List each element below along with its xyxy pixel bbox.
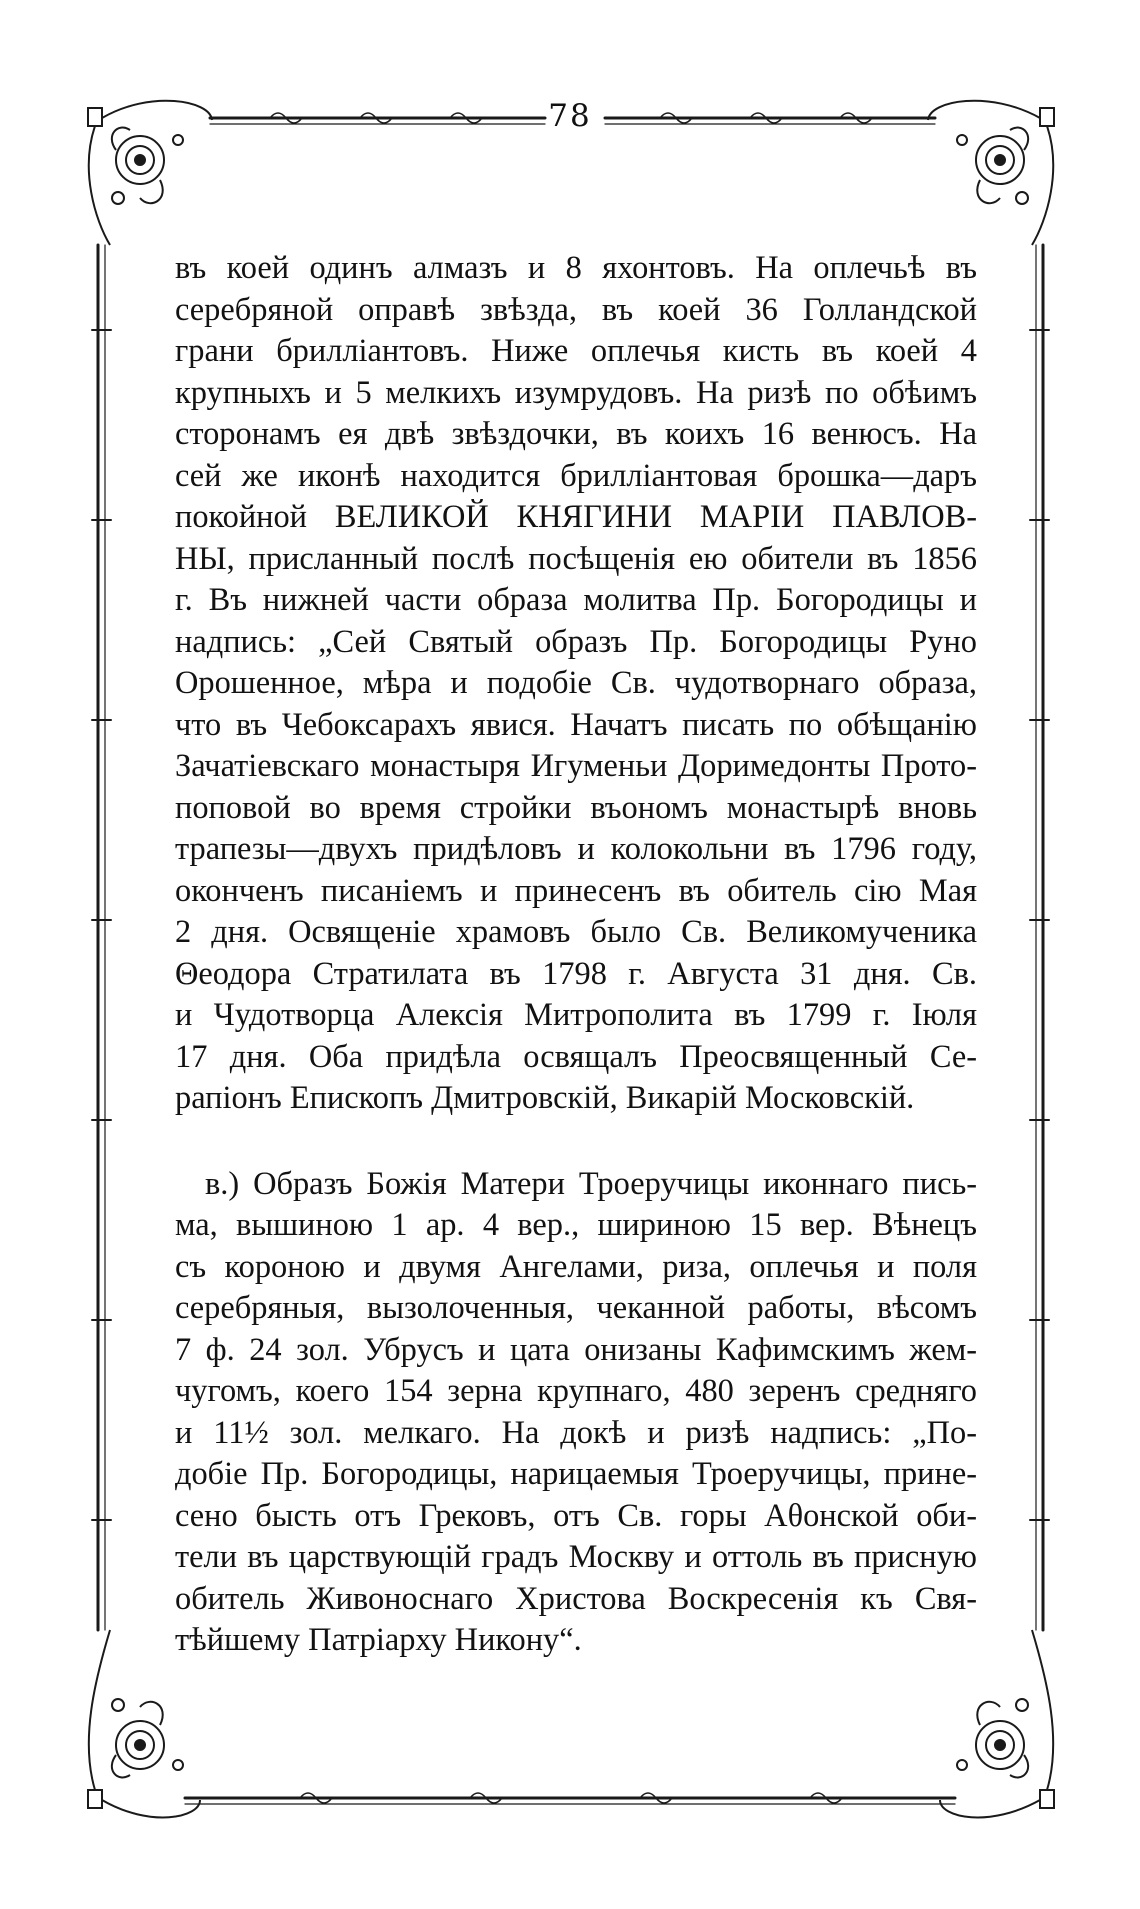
text-line: Зачатiевскаго монастыря Игуменьи Доримедонты Прото- (175, 748, 977, 784)
text-line: рапiонъ Епископъ Дмитровскiй, Викарiй Московскiй. (175, 1080, 915, 1116)
body-text (175, 248, 977, 1662)
paragraph-1 (175, 248, 977, 1120)
text-line: чугомъ, коего 154 зерна крупнаго, 480 зеренъ средняго (175, 1373, 977, 1409)
text-line: грани бриллiантовъ. Ниже оплечья кисть въ коей 4 (175, 333, 977, 369)
text-line: трапезы—двухъ придѣловъ и колокольни въ 1796 году, (175, 831, 977, 867)
page-number: 78 (548, 98, 592, 134)
text-line: 7 ф. 24 зол. Убрусъ и цата онизаны Кафимскимъ жем- (175, 1331, 977, 1368)
text-line: тели въ царствующiй градъ Москву и оттоль въ присную (175, 1539, 977, 1575)
text-line: Орошенное, мѣра и подобiе Св. чудотворнаго образа, (175, 665, 977, 701)
text-line: что въ Чебоксарахъ явися. Начатъ писать по обѣщанiю (175, 706, 977, 743)
text-line: 2 дня. Освященiе храмовъ было Св. Великомученика (175, 914, 977, 950)
text-line: крупныхъ и 5 мелкихъ изумрудовъ. На ризѣ по обѣимъ (175, 374, 977, 411)
text-line: Θеодора Стратилата въ 1798 г. Августа 31 дня. Св. (175, 955, 977, 992)
text-line: добiе Пр. Богородицы, нарицаемыя Троеручицы, прине- (175, 1456, 977, 1492)
text-line: обитель Живоноснаго Христова Воскресенiя къ Свя- (175, 1580, 977, 1617)
text-line: НЫ, присланный послѣ посѣщенiя ею обители въ 1856 (175, 540, 977, 577)
paragraph-gap (175, 1120, 977, 1164)
text-line: г. Въ нижней части образа молитва Пр. Богородицы и (175, 582, 977, 618)
text-line: сей же иконѣ находится бриллiантовая брошка—даръ (175, 457, 977, 494)
text-line: въ коей одинъ алмазъ и 8 яхонтовъ. На оплечьѣ въ (175, 250, 977, 286)
text-line: надпись: „Сей Святый образъ Пр. Богородицы Руно (175, 623, 977, 660)
text-line: ма, вышиною 1 ар. 4 вер., шириною 15 вер. Вѣнецъ (175, 1207, 977, 1243)
text-line: тѣйшему Патрiарху Никону“. (175, 1622, 582, 1658)
text-line: съ короною и двумя Ангелами, риза, оплечья и поля (175, 1248, 977, 1285)
text-line: 17 дня. Оба придѣла освящалъ Преосвященный Се- (175, 1038, 977, 1075)
text-line: сено бысть отъ Грековъ, отъ Св. горы Аθонской оби- (175, 1497, 977, 1534)
text-line: сторонамъ ея двѣ звѣздочки, въ коихъ 16 венюсъ. На (175, 416, 977, 452)
text-line: покойной ВЕЛИКОЙ КНЯГИНИ МАРIИ ПАВЛОВ- (175, 499, 977, 535)
text-line: серебряной оправѣ звѣзда, въ коей 36 Голландской (175, 291, 977, 328)
text-line: в.) Образъ Божiя Матери Троеручицы иконнаго пись- (205, 1165, 977, 1202)
text-line: и Чудотворца Алексiя Митрополита въ 1799 г. Iюля (175, 997, 977, 1033)
text-line: серебряныя, вызолоченныя, чеканной работы, вѣсомъ (175, 1290, 977, 1326)
paragraph-2 (175, 1164, 977, 1662)
text-line: оконченъ писанiемъ и принесенъ въ обитель сiю Мая (175, 872, 977, 909)
text-line: поповой во время стройки въономъ монастырѣ вновь (175, 789, 977, 826)
text-line: и 11½ зол. мелкаго. На докѣ и ризѣ надпись: „По- (175, 1414, 977, 1451)
